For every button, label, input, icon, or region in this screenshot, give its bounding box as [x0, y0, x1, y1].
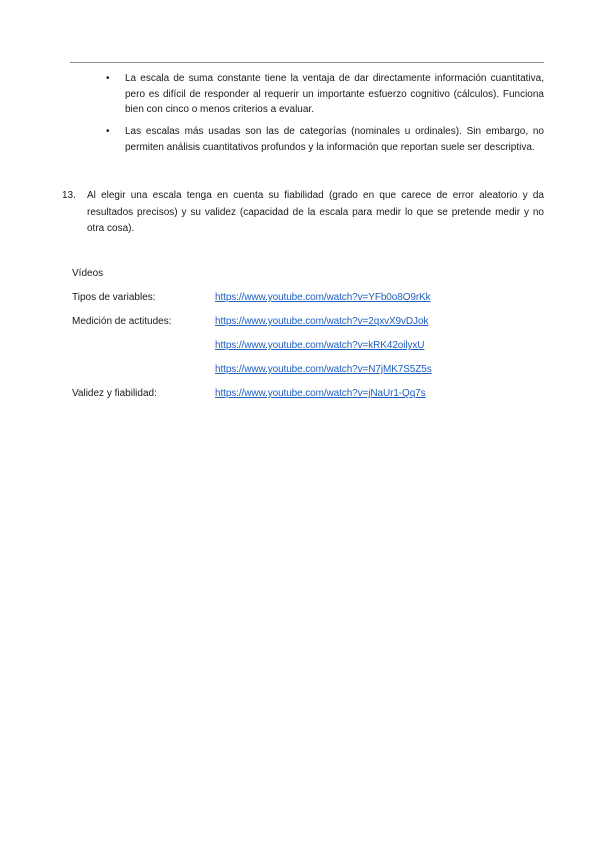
videos-heading: Vídeos — [72, 268, 104, 279]
bullet-text: La escala de suma constante tiene la ventaja de dar directamente información cuantitativa, pero es difícil de responder al requerir un importante esfuerzo cognitivo (cálculos). Funciona bien con cinco o menos criterios a evaluar. — [125, 73, 544, 115]
item-text: Al elegir una escala tenga en cuenta su fiabilidad (grado en que carece de error aleatorio y da resultados precisos) y su validez (capacidad de la escala para medir lo que se pretende medir y no otra cosa). — [87, 190, 544, 234]
video-label: Medición de actitudes: — [72, 316, 172, 327]
video-link[interactable]: https://www.youtube.com/watch?v=2qxvX9vDJok — [215, 316, 429, 327]
item-number: 13. — [62, 190, 76, 201]
video-row — [72, 315, 544, 329]
video-row — [72, 387, 544, 401]
bullet-icon: • — [106, 73, 110, 84]
video-link[interactable]: https://www.youtube.com/watch?v=YFb0o8O9rKk — [215, 292, 431, 303]
video-label: Tipos de variables: — [72, 292, 156, 303]
video-label: Validez y fiabilidad: — [72, 388, 157, 399]
bullet-item — [104, 71, 544, 118]
numbered-item — [62, 188, 544, 238]
header-rule — [70, 62, 544, 63]
video-row — [72, 363, 544, 377]
video-link[interactable]: https://www.youtube.com/watch?v=kRK42oilyxU — [215, 340, 425, 351]
video-row — [72, 339, 544, 353]
video-link[interactable]: https://www.youtube.com/watch?v=jNaUr1-Qq7s — [215, 388, 426, 399]
video-link[interactable]: https://www.youtube.com/watch?v=N7jMK7S5Z5s — [215, 364, 432, 375]
bullet-list — [104, 71, 544, 162]
bullet-item — [104, 124, 544, 155]
video-row — [72, 291, 544, 305]
bullet-text: Las escalas más usadas son las de categorías (nominales u ordinales). Sin embargo, no permiten análisis cuantitativos profundos y la información que reportan suele ser descriptiva. — [125, 126, 544, 153]
bullet-icon: • — [106, 126, 110, 137]
